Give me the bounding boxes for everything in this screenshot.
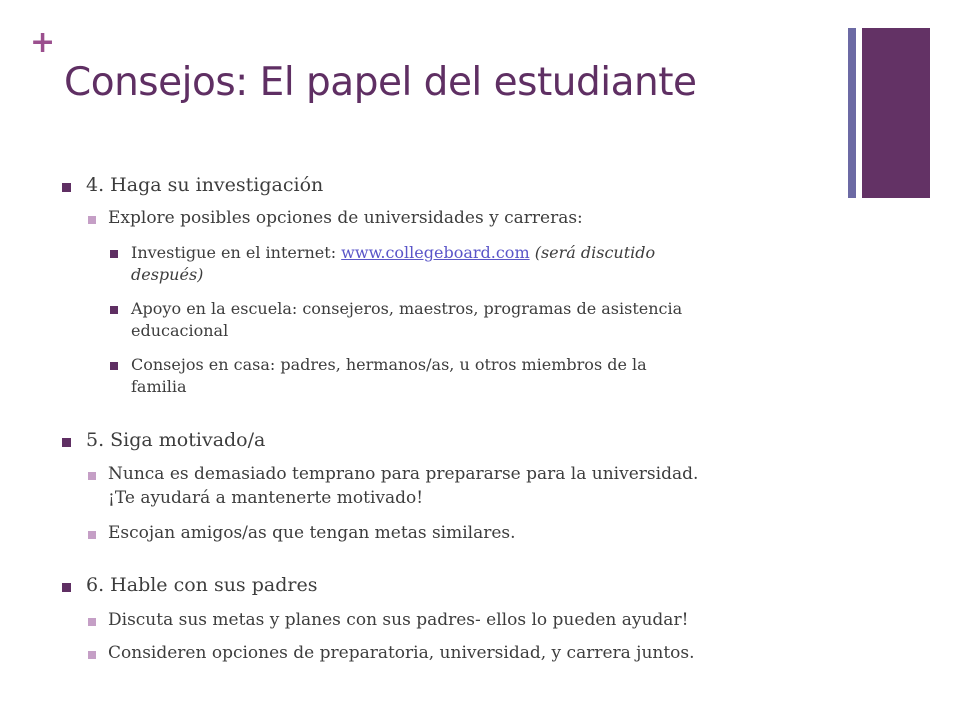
list-item: Consideren opciones de preparatoria, universidad, y carrera juntos. [108,643,695,663]
section-heading: 6. Hable con sus padres [86,574,318,596]
bullet-square-icon [88,618,96,626]
list-item: Consejos en casa: padres, hermanos/as, u otros miembros de la [131,355,647,374]
bullet-square-icon [110,306,118,314]
item-note: (será discutido [529,243,656,262]
bullet-square-icon [62,183,71,192]
bullet-square-icon [88,472,96,480]
bullet-square-icon [62,583,71,592]
list-item: Apoyo en la escuela: consejeros, maestros, programas de asistencia [131,299,683,318]
bullet-square-icon [62,438,71,447]
plus-mark: + [30,25,56,60]
collegeboard-link[interactable]: www.collegeboard.com [341,243,530,262]
list-item: Nunca es demasiado temprano para prepararse para la universidad. [108,464,699,484]
list-item: Discuta sus metas y planes con sus padres- ellos lo pueden ayudar! [108,610,689,630]
bullet-square-icon [88,531,96,539]
bullet-square-icon [88,216,96,224]
slide-title: Consejos: El papel del estudiante [64,60,697,105]
list-item-continuation: familia [131,377,187,396]
list-item [131,243,655,262]
item-text: Investigue en el internet: [131,243,342,262]
bullet-square-icon [110,250,118,258]
list-item: Escojan amigos/as que tengan metas similares. [108,523,516,543]
list-item-continuation: ¡Te ayudará a mantenerte motivado! [108,488,424,508]
bullet-square-icon [88,651,96,659]
section-heading: 4. Haga su investigación [86,174,324,196]
bullet-square-icon [110,362,118,370]
list-item-continuation: educacional [131,321,229,340]
section-heading: 5. Siga motivado/a [86,429,266,451]
list-item-continuation: después) [131,265,204,284]
list-item: Explore posibles opciones de universidades y carreras: [108,208,583,228]
